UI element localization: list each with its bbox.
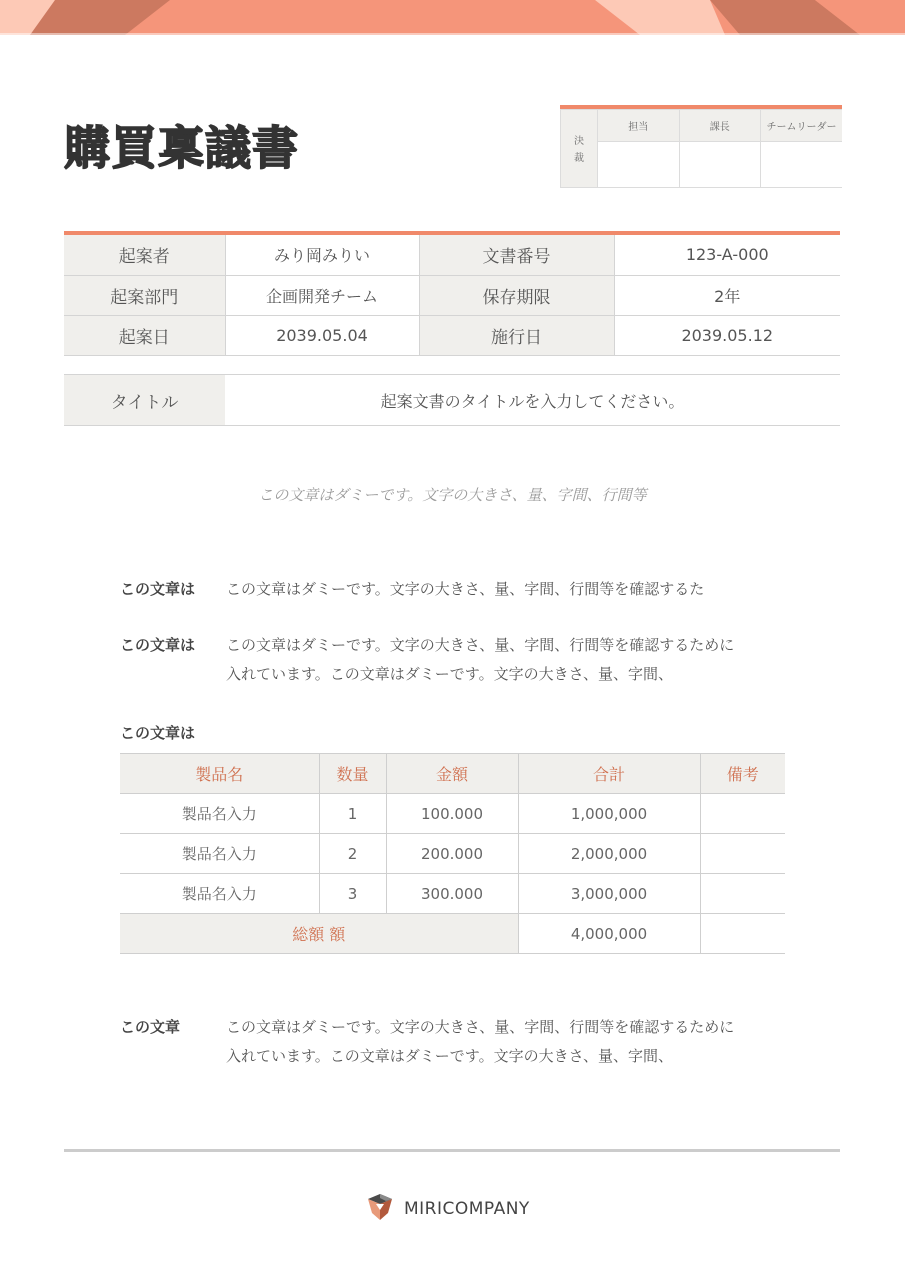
product-price[interactable]: 100.000: [386, 794, 518, 834]
product-qty[interactable]: 1: [319, 794, 386, 834]
info-value-effective-date[interactable]: 2039.05.12: [614, 315, 840, 355]
approval-header-team-leader: チームリーダー: [761, 110, 843, 142]
info-label-effective-date: 施行日: [419, 315, 614, 355]
product-total[interactable]: 3,000,000: [518, 874, 700, 914]
grand-total-note[interactable]: [700, 914, 785, 954]
document-title: 購買稟議書: [64, 121, 299, 175]
info-label-department: 起案部門: [64, 275, 225, 315]
paragraph-1: [120, 575, 800, 604]
product-name[interactable]: 製品名入力: [120, 834, 319, 874]
approval-stamp-tanto[interactable]: [598, 142, 680, 188]
info-label-retention: 保存期限: [419, 275, 614, 315]
product-qty[interactable]: 3: [319, 874, 386, 914]
decorative-banner: [0, 0, 905, 35]
table-row: [120, 834, 785, 874]
grand-total-label: 総額 額: [120, 914, 518, 954]
product-name[interactable]: 製品名入力: [120, 794, 319, 834]
approval-stamp-box: [560, 105, 842, 188]
grand-total-row: [120, 914, 785, 954]
header-price: 金額: [386, 754, 518, 794]
approval-stamp-kacho[interactable]: [679, 142, 761, 188]
paragraph-text: この文章はダミーです。文字の大きさ、量、字間、行間等を確認するために 入れています。この文章はダミーです。文字の大きさ、量、字間、: [226, 1018, 735, 1065]
paragraph-key: この文章は: [120, 580, 196, 598]
info-label-doc-number: 文書番号: [419, 235, 614, 275]
info-label-drafter: 起案者: [64, 235, 225, 275]
product-total[interactable]: 1,000,000: [518, 794, 700, 834]
products-table: [120, 753, 785, 954]
title-value[interactable]: 起案文書のタイトルを入力してください。: [380, 391, 685, 411]
paragraph-key: この文章: [120, 1018, 181, 1036]
info-row: [64, 315, 840, 355]
approval-side-label: 決 裁: [561, 110, 598, 188]
approval-stamp-team-leader[interactable]: [761, 142, 843, 188]
subtitle: この文章はダミーです。文字の大きさ、量、字間、行間等: [258, 486, 647, 504]
product-price[interactable]: 300.000: [386, 874, 518, 914]
closing-paragraph: [120, 1013, 800, 1071]
info-value-department[interactable]: 企画開発チーム: [225, 275, 419, 315]
paragraph-key: この文章は: [120, 636, 196, 654]
header-product-name: 製品名: [120, 754, 319, 794]
product-note[interactable]: [700, 834, 785, 874]
product-price[interactable]: 200.000: [386, 834, 518, 874]
header-note: 備考: [700, 754, 785, 794]
document-title-row: [64, 374, 840, 426]
product-note[interactable]: [700, 794, 785, 834]
info-value-retention[interactable]: 2年: [614, 275, 840, 315]
table-row: [120, 874, 785, 914]
company-name: MIRICOMPANY: [404, 1199, 530, 1219]
company-logo-icon: [366, 1193, 394, 1225]
info-row: [64, 275, 840, 315]
approval-header-tanto: 担当: [598, 110, 680, 142]
info-row: [64, 235, 840, 275]
info-value-draft-date[interactable]: 2039.05.04: [225, 315, 419, 355]
approval-header-kacho: 課長: [679, 110, 761, 142]
product-name[interactable]: 製品名入力: [120, 874, 319, 914]
paragraph-2: [120, 631, 800, 689]
info-value-drafter[interactable]: みり岡みりい: [225, 235, 419, 275]
paragraph-text: この文章はダミーです。文字の大きさ、量、字間、行間等を確認するために 入れています。この文章はダミーです。文字の大きさ、量、字間、: [226, 636, 735, 683]
info-label-draft-date: 起案日: [64, 315, 225, 355]
info-value-doc-number[interactable]: 123-A-000: [614, 235, 840, 275]
products-section-key: この文章は: [120, 724, 196, 742]
product-total[interactable]: 2,000,000: [518, 834, 700, 874]
title-label: タイトル: [64, 375, 225, 425]
header-quantity: 数量: [319, 754, 386, 794]
header-total: 合計: [518, 754, 700, 794]
table-row: [120, 794, 785, 834]
product-note[interactable]: [700, 874, 785, 914]
grand-total-value[interactable]: 4,000,000: [518, 914, 700, 954]
product-qty[interactable]: 2: [319, 834, 386, 874]
footer-brand: [366, 1193, 530, 1225]
paragraph-text: この文章はダミーです。文字の大きさ、量、字間、行間等を確認するた: [226, 580, 705, 598]
footer-divider: [64, 1149, 840, 1152]
document-info-table: [64, 231, 840, 356]
